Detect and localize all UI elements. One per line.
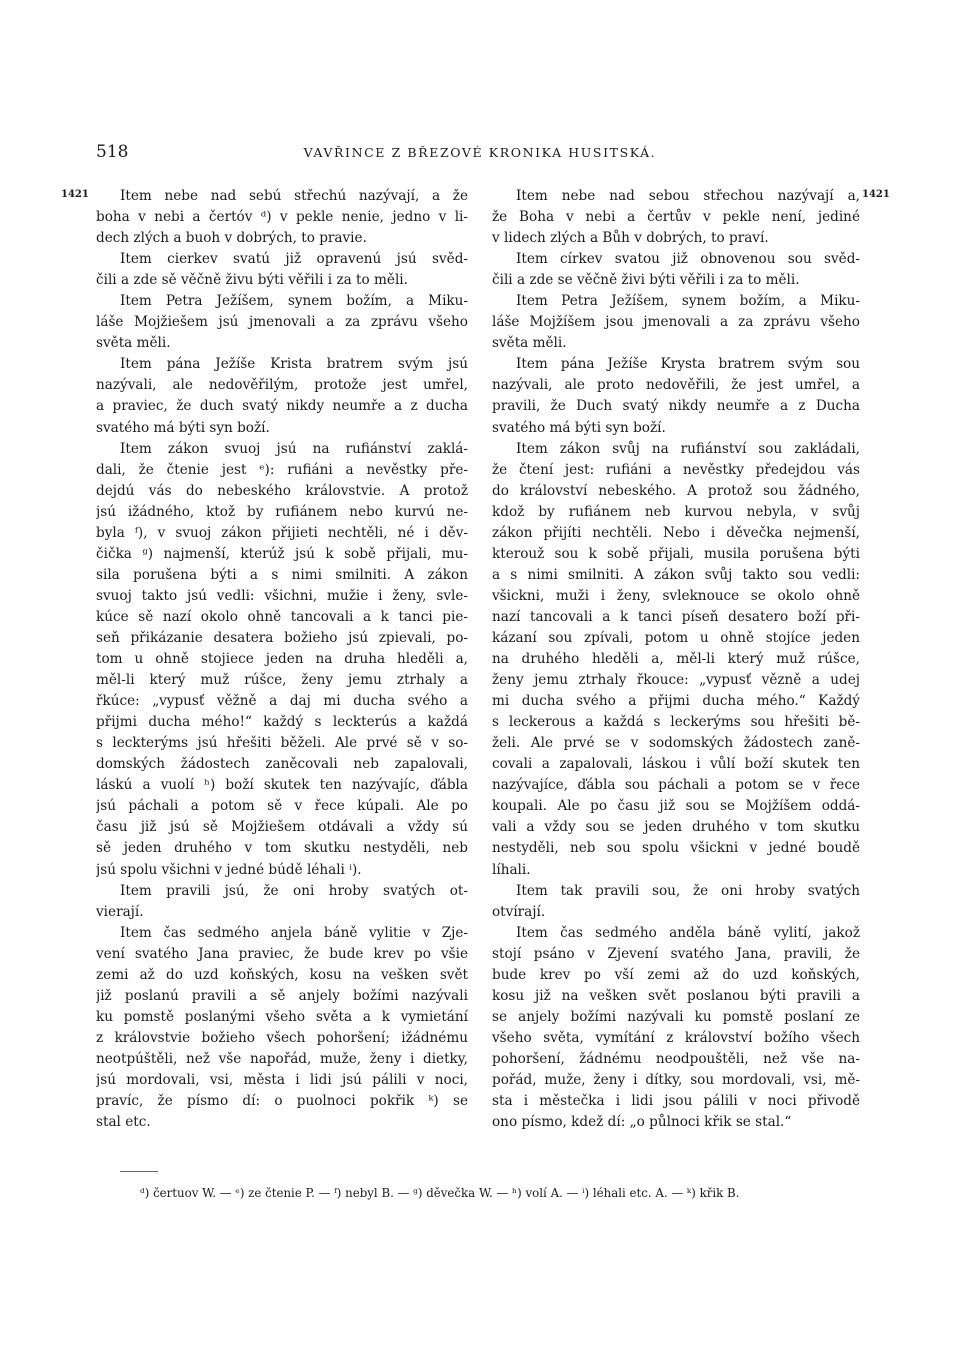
text-line: pravíc, že písmo dí: o puolnoci pokřik ᵏ) se (96, 1093, 468, 1110)
text-line: domských žádostech zaněcovali neb zapalovali, (96, 756, 468, 773)
text-line: s leckterýms jsú hřešiti běželi. Ale prvé sě v so- (96, 735, 468, 752)
text-line: ženy jemu ztrhaly řkouce: „vypusť vězně a udej (492, 672, 860, 689)
text-line: všeho světa, vymítání z království božího všech (492, 1029, 860, 1046)
page-number: 518 (96, 142, 129, 162)
text-line: světa měli. (492, 335, 567, 352)
text-line: svatého má býti syn boží. (96, 419, 270, 436)
text-line: Item Petra Ježíšem, synem božím, a Miku- (120, 293, 468, 310)
text-line: pohoršení, žádnému neodpouštěli, než vše na- (492, 1050, 860, 1067)
text-line: a praviec, že duch svatý nikdy neumře a z ducha (96, 398, 468, 415)
text-line: covali a zapalovali, láskou i vůlí boží skutek ten (492, 756, 860, 773)
text-line: otvírají. (492, 903, 546, 920)
text-line: Item Petra Ježíšem, synem božím, a Miku- (516, 293, 860, 310)
text-line: vierají. (96, 903, 144, 920)
text-line: z královstvie božieho všech pohoršení; ižádnému (96, 1029, 468, 1046)
text-line: líhali. (492, 861, 531, 878)
text-line: svuoj takto jsú vedli: všichni, mužie i ženy, svle- (96, 587, 468, 604)
text-line: sila porušena býti a s nimi smilniti. A zákon (96, 566, 468, 583)
text-line: světa měli. (96, 335, 171, 352)
text-line: vení svatého Jana praviec, že bude krev po všie (96, 945, 468, 962)
text-line: nazývajíce, ďábla sou páchali a potom se v řece (492, 777, 860, 794)
text-line: v lidech zlých a Bůh v dobrých, to praví. (492, 230, 769, 247)
running-title: VAVŘINCE Z BŘEZOVÉ KRONIKA HUSITSKÁ. (303, 145, 657, 160)
text-line: tom u ohně stojiece jeden na druha hleděli a, (96, 651, 468, 668)
text-line: neotpúštěli, než vše napořád, muže, ženy i dietky, (96, 1050, 468, 1067)
text-line: svatého má býti syn boží. (492, 419, 666, 436)
text-line: Item čas sedmého anjela báně vylitie v Zje- (120, 924, 468, 941)
text-line: na druhého hleděli a, měl-li který muž rúšce, (492, 651, 860, 668)
footnotes: ᵈ) čertuov W. — ᵉ) ze čtenie P. — ᶠ) nebyl B. — ᵍ) děvečka W. — ʰ) volí A. — ⁱ) léhali etc. A. — ᵏ) křik B. (140, 1186, 740, 1200)
text-line: láše Mojžiešem jsú jmenovali a za zprávu všeho (96, 314, 468, 331)
text-line: nazí tancovali a k tanci píseň desatero boží při- (492, 608, 860, 625)
text-line: zákon přijíti nechtěli. Nebo i děvečka nejmenší, (492, 524, 860, 541)
text-line: čička ᵍ) najmenší, kterúž jsú k sobě přijali, mu- (96, 545, 468, 562)
text-line: dejdú vás do nebeského královstvie. A protož (96, 482, 468, 499)
text-line: stojí psáno v Zjevení svatého Jana, pravili, že (492, 945, 860, 962)
text-line: bude krev po vší zemi až do uzd koňských, (492, 966, 860, 983)
text-line: stal etc. (96, 1114, 151, 1131)
text-line: měl-li který muž rúšce, ženy jemu ztrhaly a (96, 672, 468, 689)
text-line: a s nimi smilniti. A zákon svůj takto sou vedli: (492, 566, 860, 583)
text-line: pravili, že Duch svatý nikdy neumře a z Ducha (492, 398, 860, 415)
margin-year-left: 1421 (61, 189, 89, 200)
text-line: sta i městečka i lidi jsou pálili v noci přivodě (492, 1093, 860, 1110)
text-line: nazývali, ale nedověřilým, protože jest umřel, (96, 377, 468, 394)
text-line: Item nebe nad sebú střechú nazývají, a že (120, 188, 468, 204)
text-line: Item pána Ježíše Krysta bratrem svým sou (516, 356, 860, 373)
text-line: kdož by rufiánem neb kurvou nebyla, v svůj (492, 503, 860, 520)
text-line: láše Mojžíšem jsou jmenovali a za zprávu všeho (492, 314, 860, 331)
text-line: želi. Ale prvé se v sodomských žádostech zaně- (492, 735, 860, 752)
text-line: jsú mordovali, vsi, města i lidi jsú pálili v noci, (96, 1071, 468, 1088)
text-line: nestyděli, neb sou spolu všickni v jedné boudě (492, 840, 860, 857)
text-line: že čtení jest: rufiáni a nevěstky předejdou vás (492, 461, 860, 478)
text-line: Item církev svatou již obnovenou sou svěd- (516, 251, 860, 268)
text-line: Item nebe nad sebou střechou nazývají a, (516, 188, 860, 204)
text-line: že Boha v nebi a čertův v pekle není, jediné (492, 209, 860, 226)
text-line: vali a vždy sou se jeden druhého v tom skutku (492, 819, 860, 836)
text-line: do království nebeského. A protož sou žádného, (492, 482, 860, 499)
footnote-divider (120, 1171, 158, 1172)
text-line: pořád, muže, ženy i dítky, sou mordovali, vsi, mě- (492, 1071, 860, 1088)
text-line: se anjely božími nazývali ku pomstě poslaní ze (492, 1008, 860, 1025)
text-line: čili a zde sě věčně živu býti věřili i za to měli. (96, 272, 408, 289)
text-line: jsú spolu všichni v jedné búdě léhali ⁱ). (96, 861, 362, 878)
text-line: všickni, muži i ženy, svleknouce se okolo ohně (492, 587, 860, 604)
text-line: kosu již na vešken svět poslanou býti pravili a (492, 987, 860, 1004)
text-line: byla ᶠ), v svuoj zákon přijieti nechtěli, né i děv- (96, 524, 468, 541)
text-line: jsú páchali a potom sě v řece kúpali. Ale po (96, 798, 468, 815)
text-line: sě jeden druhého v tom skutku nestyděli, neb (96, 840, 468, 857)
text-line: ono písmo, kdež dí: „o půlnoci křik se stal.“ (492, 1114, 792, 1131)
text-line: kterouž sou k sobě přijali, musila porušena býti (492, 545, 860, 562)
text-line: kúce sě nazí okolo ohně tancovali a k tanci pie- (96, 608, 468, 625)
text-line: zemi až do uzd koňských, kosu na vešken svět (96, 966, 468, 983)
text-line: mi ducha svého a přijmi ducha mého.“ Každý (492, 693, 860, 710)
text-line: řkúce: „vypusť věžně a daj mi ducha svého a (96, 693, 468, 710)
text-line: přijmi ducha mého!“ každý s leckterús a každá (96, 714, 468, 731)
text-line: Item tak pravili sou, že oni hroby svatých (516, 882, 860, 899)
text-line: Item pravili jsú, že oni hroby svatých ot- (120, 882, 468, 899)
text-line: láskú a vuolí ʰ) boží skutek ten nazývajíc, ďábla (96, 777, 468, 794)
text-line: již poslanú pravili a sě anjely božími nazývali (96, 987, 468, 1004)
text-line: Item cierkev svatú již opravenú jsú svěd- (120, 251, 468, 268)
page-header (0, 142, 960, 166)
margin-year-right: 1421 (862, 189, 890, 200)
text-line: čili a zde se věčně živi býti věřili i za to měli. (492, 272, 800, 289)
right-column-text (492, 186, 860, 1133)
text-line: jsú ižádného, ktož by rufiánem nebo kurvú ne- (96, 503, 468, 520)
text-line: času již jsú sě Mojžiešem otdávali a vždy sú (96, 819, 468, 836)
text-line: Item čas sedmého anděla báně vylití, jakož (516, 924, 860, 941)
text-line: boha v nebi a čertóv ᵈ) v pekle nenie, jedno v li- (96, 209, 468, 226)
text-line: dali, že čtenie jest ᵉ): rufiáni a nevěstky pře- (96, 461, 468, 478)
text-line: seň přikázanie desatera božieho jsú zpievali, po- (96, 629, 468, 646)
text-line: kázaní sou zpívali, potom u ohně stojíce jeden (492, 629, 860, 646)
text-line: Item zákon svůj na rufiánství sou zakládali, (516, 440, 860, 457)
text-line: nazývali, ale proto nedověřili, že jest umřel, a (492, 377, 860, 394)
text-line: ku pomstě poslanými všeho světa a k vymietání (96, 1008, 468, 1025)
text-line: Item zákon svuoj jsú na rufiánství zaklá- (120, 440, 468, 457)
text-line: dech zlých a buoh v dobrých, to pravie. (96, 230, 367, 247)
left-column-text (96, 186, 468, 1133)
text-line: koupali. Ale po času již sou se Mojžíšem oddá- (492, 798, 860, 815)
text-line: s leckerous a každá s leckerýms sou hřešiti bě- (492, 714, 860, 731)
text-line: Item pána Ježíše Krista bratrem svým jsú (120, 356, 468, 373)
